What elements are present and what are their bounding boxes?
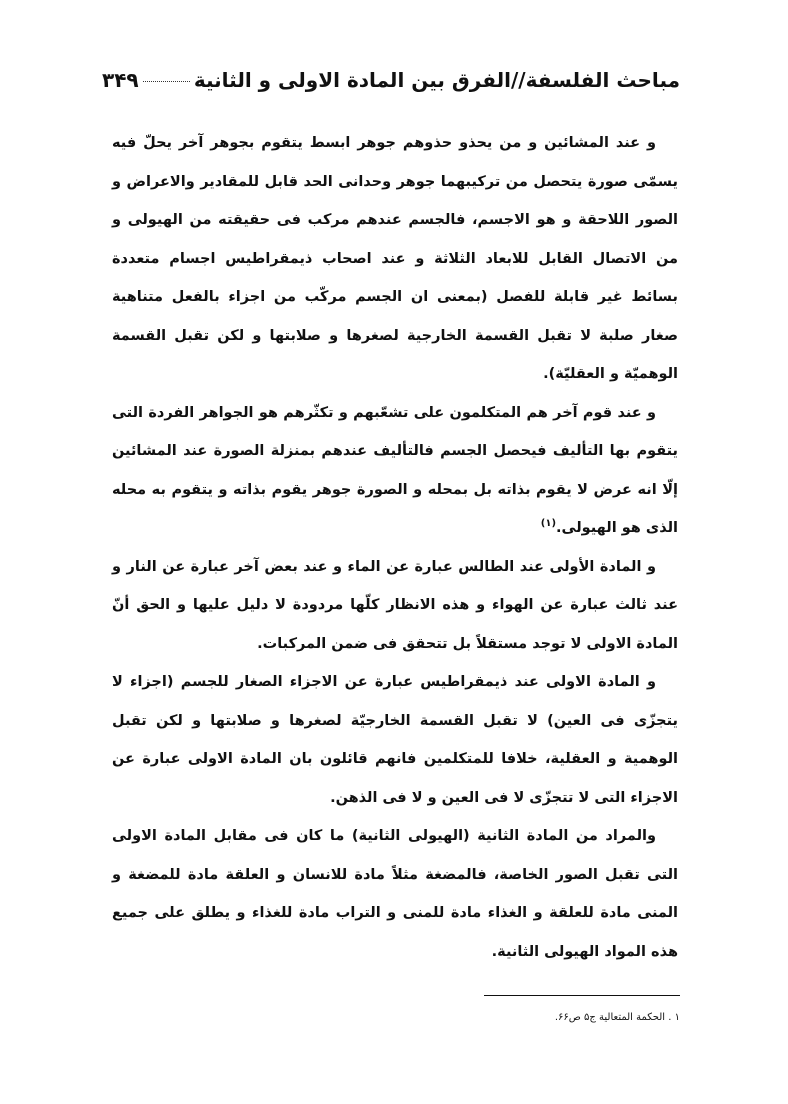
- header-dot-leader: [143, 81, 190, 82]
- page-number: ۳۴۹: [102, 68, 139, 92]
- footnote-marker: (۱): [540, 518, 557, 530]
- paragraph-2: [112, 394, 678, 548]
- paragraph-1: و عند المشائين و من يحذو حذوهم جوهر ابسط يتقوم بجوهر آخر يحلّ فيه يسمّى صورة يتحصل من تركيبهما جوهر وحدانى الحد قابل للمقادير والاعراض و الصور اللاحقة و هو الاجسم، فالجسم عندهم مركب فى حقيقته من الهيولى و من الاتصال القابل للابعاد الثلاثة و عند اصحاب ذيمقراطيس اجسام متعددة بسائط غير قابلة للفصل (بمعنى ان الجسم مركّب من اجزاء بالفعل متناهية صغار صلبة لا تقبل القسمة الخارجية لصغرها و صلابتها و لكن تقبل القسمة الوهميّة و العقليّة).: [112, 135, 678, 382]
- footnote-divider: [484, 995, 680, 996]
- body-text: [112, 124, 678, 971]
- paragraph-5: والمراد من المادة الثانية (الهيولى الثانية) ما كان فى مقابل المادة الاولى التى تقبل الصور الخاصة، فالمضغة مثلاً مادة للانسان و العلقة مادة للمضغة و المنى مادة للعلقة و الغذاء مادة للمنى و التراب مادة للغذاء و يطلق على جميع هذه المواد الهيولى الثانية.: [112, 828, 678, 960]
- header-title: مباحث الفلسفة//الفرق بين المادة الاولى و الثانية: [193, 68, 680, 92]
- running-header: [102, 68, 680, 108]
- paragraph-4: و المادة الاولى عند ذيمقراطيس عبارة عن الاجزاء الصغار للجسم (اجزاء لا يتجزّى فى العين) لا تقبل القسمة الخارجيّة لصغرها و صلابتها و لكن تقبل الوهمية و العقلية، خلافا للمتكلمين فانهم قائلون بان المادة الاولى عبارة عن الاجزاء التى لا تتجزّى لا فى العين و لا فى الذهن.: [112, 674, 678, 806]
- footnote: ۱ . الحكمة المتعالية ج۵ ص۶۶.: [554, 1012, 680, 1023]
- paragraph-2-text: و عند قوم آخر هم المتكلمون على تشعّبهم و تكثّرهم هو الجواهر الفردة التى يتقوم بها التأليف فيحصل الجسم فالتأليف عندهم بمنزلة الصورة عند المشائين إلّا انه عرض لا يقوم بذاته بل بمحله و الصورة جوهر يقوم بذاته و يتقوم به محله الذى هو الهيولى.: [112, 404, 678, 536]
- paragraph-3: و المادة الأولى عند الطالس عبارة عن الماء و عند بعض آخر عبارة عن النار و عند ثالث عبارة عن الهواء و هذه الانظار كلّها مردودة لا دليل عليها و الحق أنّ المادة الاولى لا توجد مستقلاً بل تتحقق فى ضمن المركبات.: [112, 558, 678, 652]
